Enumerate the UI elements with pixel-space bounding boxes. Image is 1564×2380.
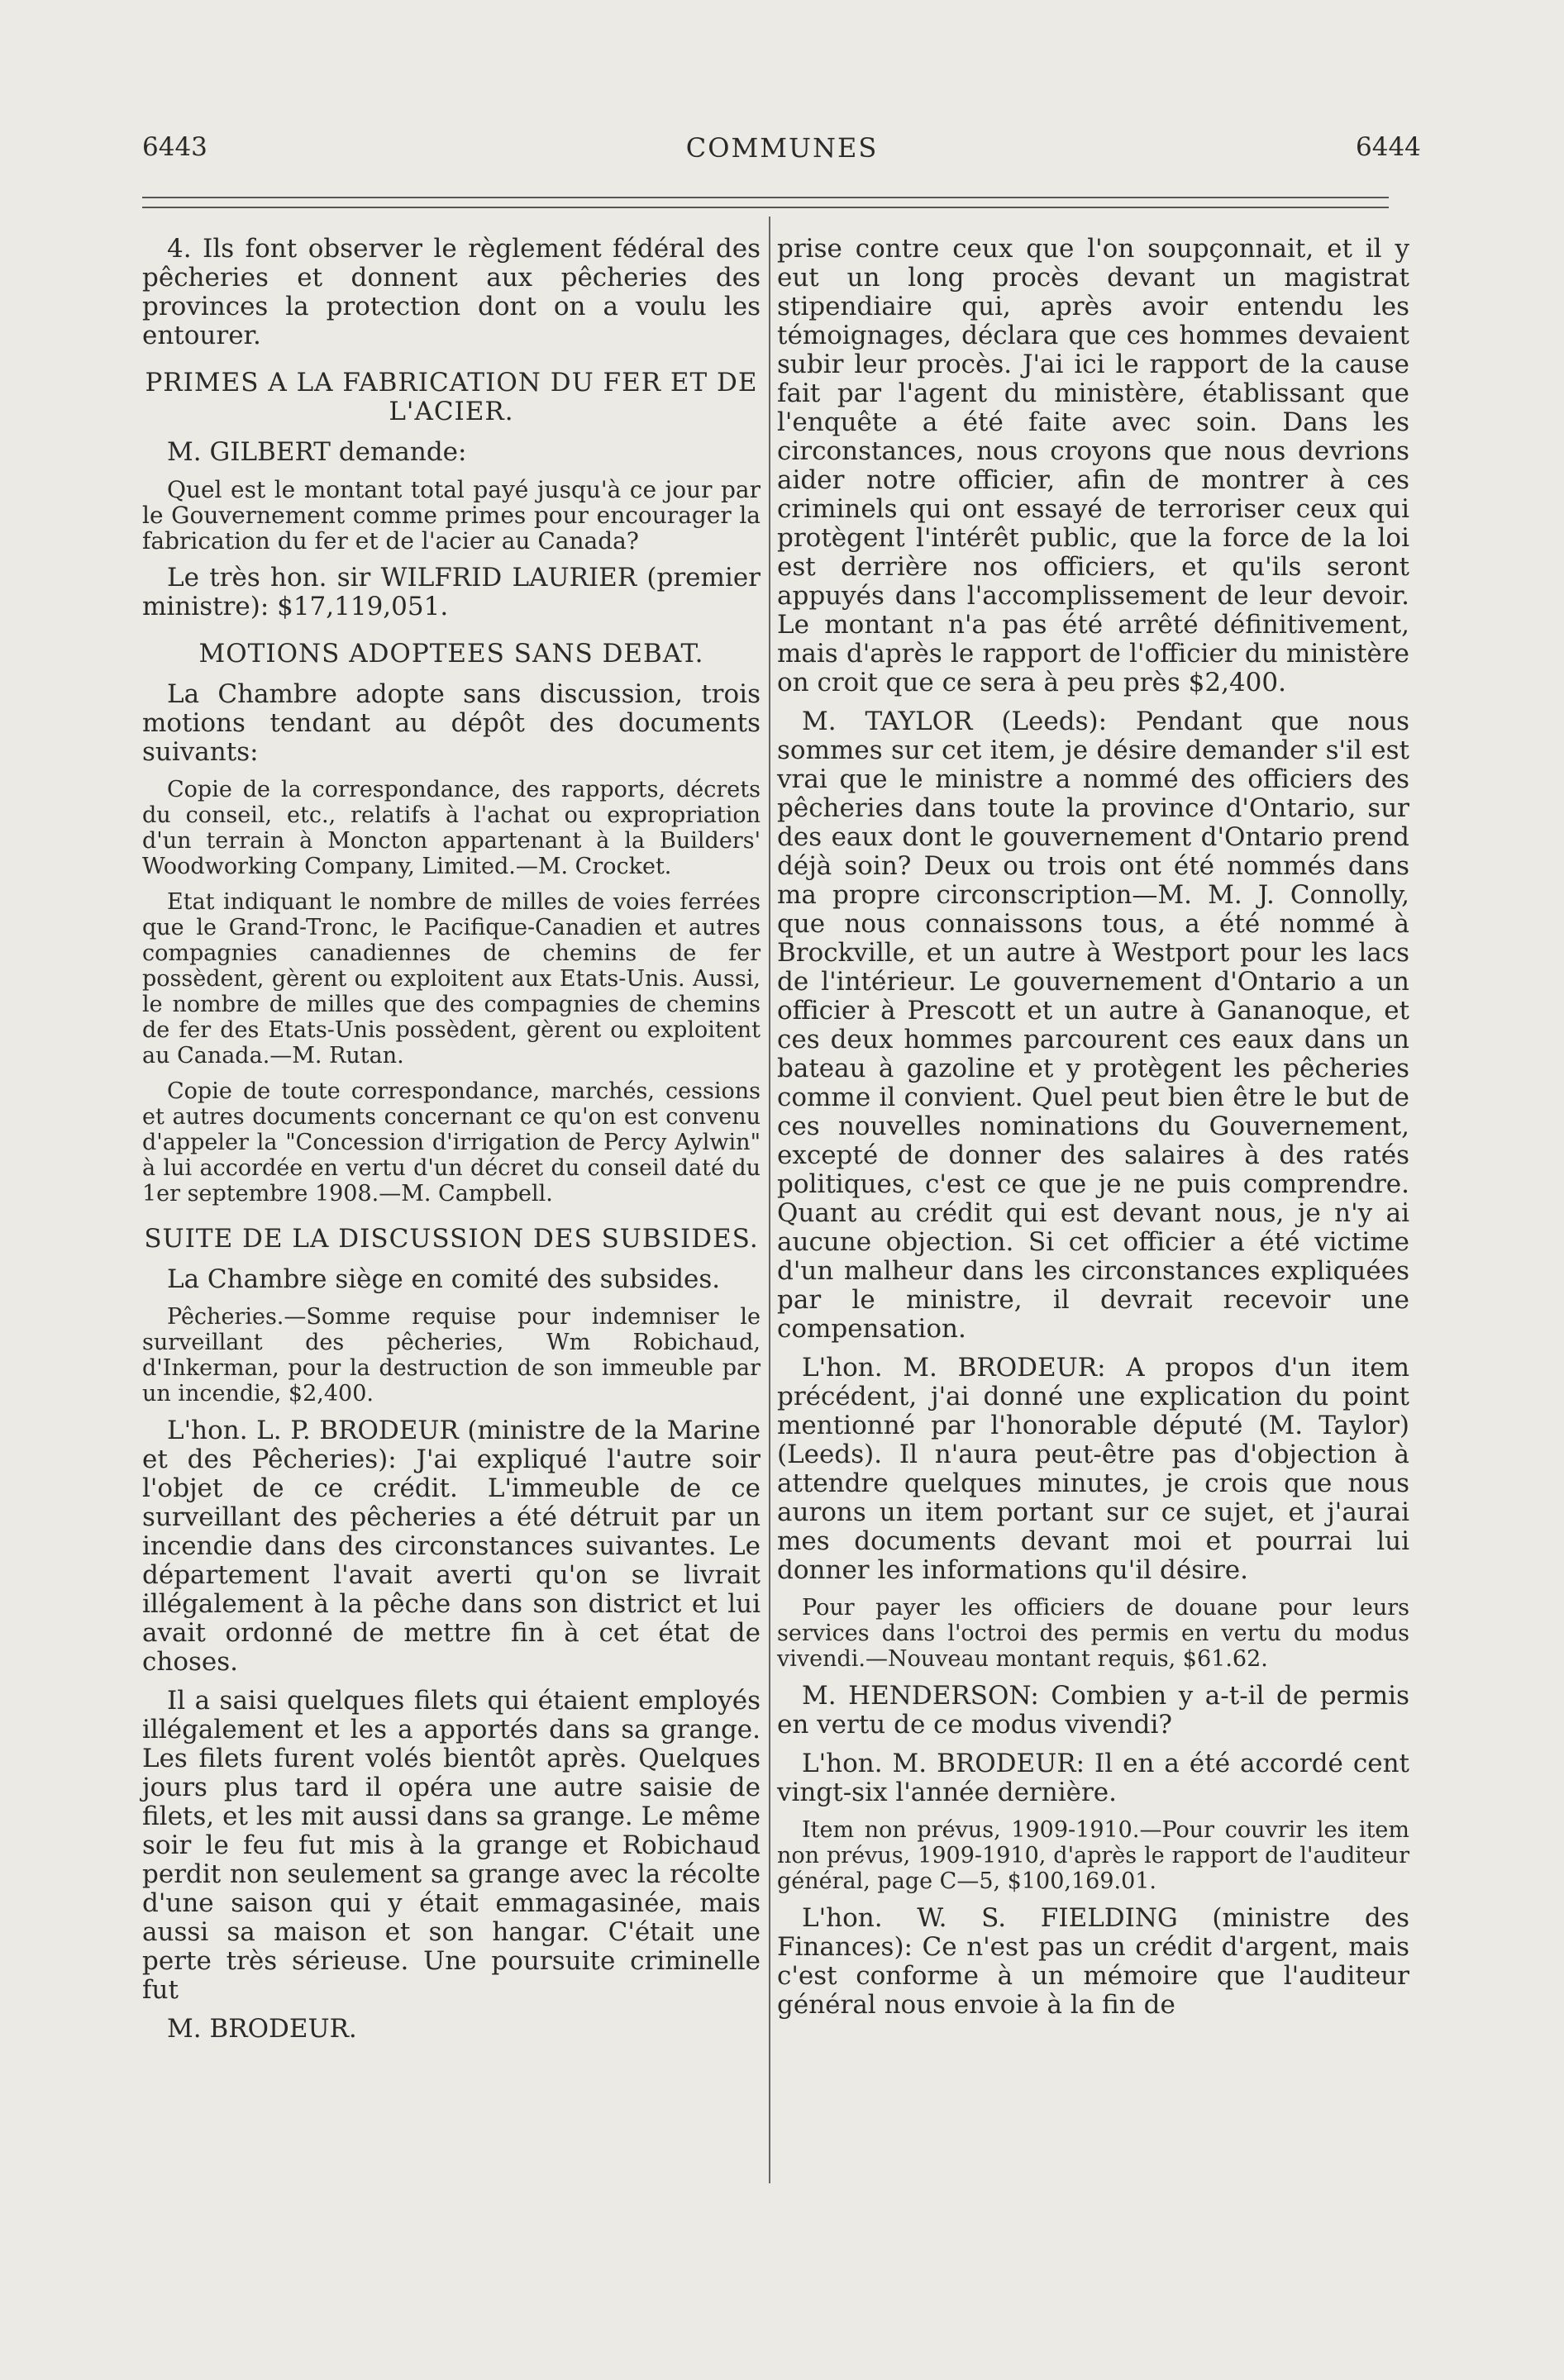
- paragraph: Le très hon. sir WILFRID LAURIER (premier ministre): $17,119,051.: [142, 563, 761, 621]
- column-divider: [769, 217, 770, 2183]
- motion-item: Etat indiquant le nombre de milles de voies ferrées que le Grand-Tronc, le Pacifique-Canadien et autres compagnies canadiennes de chemins de fer possèdent, gèrent ou exploitent aux Etats-Unis. Aussi, le nombre de milles que des compagnies de chemins de fer des Etats-Unis possèdent, gèrent ou exploitent au Canada.—M. Rutan.: [142, 889, 761, 1069]
- paragraph: Il a saisi quelques filets qui étaient employés illégalement et les a apportés dans sa grange. Les filets furent volés bientôt après. Quelques jours plus tard il opéra une autre saisie de filets, et les mit aussi dans sa grange. Le même soir le feu fut mis à la grange et Robichaud perdit non seulement sa grange avec la récolte d'une saison qui y était emmagasinée, mais aussi sa maison et son hangar. C'était une perte très sérieuse. Une poursuite criminelle fut: [142, 1686, 761, 2005]
- page-number-left: 6443: [142, 132, 207, 162]
- page-number-right: 6444: [1356, 132, 1421, 162]
- paragraph: M. GILBERT demande:: [167, 437, 467, 467]
- motion-item: Copie de toute correspondance, marchés, cessions et autres documents concernant ce qu'on est convenu d'appeler la "Concession d'irrigation de Percy Aylwin" à lui accordée en vertu d'un décret du conseil daté du 1er septembre 1908.—M. Campbell.: [142, 1078, 761, 1207]
- column-footer: M. BRODEUR.: [167, 2014, 357, 2044]
- paragraph: La Chambre adopte sans discussion, trois motions tendant au dépôt des documents suivants:: [142, 679, 761, 767]
- paragraph: L'hon. M. BRODEUR: Il en a été accordé cent vingt-six l'année dernière.: [777, 1749, 1409, 1807]
- motion-item: Copie de la correspondance, des rapports, décrets du conseil, etc., relatifs à l'achat ou expropriation d'un terrain à Moncton appartenant à la Builders' Woodworking Company, Limited.—M. Crocket.: [142, 777, 761, 879]
- estimate-item: Pêcheries.—Somme requise pour indemniser le surveillant des pêcheries, Wm Robichaud, d'Inkerman, pour la destruction de son immeuble par un incendie, $2,400.: [142, 1304, 761, 1407]
- estimate-item: Item non prévus, 1909-1910.—Pour couvrir les item non prévus, 1909-1910, d'après le rapport de l'auditeur général, page C—5, $100,169.01.: [777, 1817, 1409, 1894]
- estimate-item: Pour payer les officiers de douane pour leurs services dans l'octroi des permis en vertu du modus vivendi.—Nouveau montant requis, $61.62.: [777, 1595, 1409, 1672]
- right-column: [777, 235, 1409, 2030]
- section-heading: SUITE DE LA DISCUSSION DES SUBSIDES.: [144, 1224, 759, 1254]
- paragraph: 4. Ils font observer le règlement fédéral des pêcheries et donnent aux pêcheries des provinces la protection dont on a voulu les entourer.: [142, 234, 761, 350]
- paragraph: L'hon. L. P. BRODEUR (ministre de la Marine et des Pêcheries): J'ai expliqué l'autre soir l'objet de ce crédit. L'immeuble de ce surveillant des pêcheries a été détruit par un incendie dans des circonstances suivantes. Le département l'avait averti qu'on se livrait illégalement à la pêche dans son district et lui avait ordonné de mettre fin à cet état de choses.: [142, 1416, 761, 1677]
- paragraph: prise contre ceux que l'on soupçonnait, et il y eut un long procès devant un magistrat stipendiaire qui, après avoir entendu les témoignages, déclara que ces hommes devaient subir leur procès. J'ai ici le rapport de la cause fait par l'agent du ministère, établissant que l'enquête a été faite avec soin. Dans les circonstances, nous croyons que nous devrions aider notre officier, afin de montrer à ces criminels qui ont essayé de terroriser ceux qui protègent l'intérêt public, que la force de la loi est derrière nos officiers, et qu'ils seront appuyés dans l'accomplissement de leur devoir. Le montant n'a pas été arrêté définitivement, mais d'après le rapport de l'officier du ministère on croit que ce sera à peu près $2,400.: [777, 234, 1409, 697]
- section-heading: MOTIONS ADOPTEES SANS DEBAT.: [198, 639, 704, 669]
- page-title: COMMUNES: [685, 132, 879, 164]
- header-rule-bottom: [142, 207, 1389, 208]
- quoted-question: Quel est le montant total payé jusqu'à ce jour par le Gouvernement comme primes pour encourager la fabrication du fer et de l'acier au Canada?: [142, 476, 761, 555]
- section-heading: PRIMES A LA FABRICATION DU FER ET DE L'ACIER.: [145, 368, 758, 426]
- paragraph: M. HENDERSON: Combien y a-t-il de permis en vertu de ce modus vivendi?: [777, 1681, 1409, 1740]
- paragraph: M. TAYLOR (Leeds): Pendant que nous sommes sur cet item, je désire demander s'il est vrai que le ministre a nommé des officiers des pêcheries dans toute la province d'Ontario, sur des eaux dont le gouvernement d'Ontario prend déjà soin? Deux ou trois ont été nommés dans ma propre circonscription—M. M. J. Connolly, que nous connaissons tous, a été nommé à Brockville, et un autre à Westport pour les lacs de l'intérieur. Le gouvernement d'Ontario a un officier à Prescott et un autre à Gananoque, et ces deux hommes parcourent ces eaux dans un bateau à gazoline et y protègent les pêcheries comme il convient. Quel peut bien être le but de ces nouvelles nominations du Gouvernement, excepté de donner des salaires à des ratés politiques, c'est ce que je ne puis comprendre. Quant au crédit qui est devant nous, je n'y ai aucune objection. Si cet officier a été victime d'un malheur dans les circonstances expliquées par le ministre, il devrait recevoir une compensation.: [777, 707, 1409, 1344]
- header-rule-top: [142, 197, 1389, 198]
- paragraph: L'hon. W. S. FIELDING (ministre des Finances): Ce n'est pas un crédit d'argent, mais c'est conforme à un mémoire que l'auditeur général nous envoie à la fin de: [777, 1903, 1409, 2020]
- paragraph: L'hon. M. BRODEUR: A propos d'un item précédent, j'ai donné une explication du point mentionné par l'honorable député (M. Taylor) (Leeds). Il n'aura peut-être pas d'objection à attendre quelques minutes, je crois que nous aurons un item portant sur ce sujet, et j'aurai mes documents devant moi et pourrai lui donner les informations qu'il désire.: [777, 1353, 1409, 1585]
- left-column: [142, 235, 761, 2054]
- paragraph: La Chambre siège en comité des subsides.: [167, 1264, 721, 1294]
